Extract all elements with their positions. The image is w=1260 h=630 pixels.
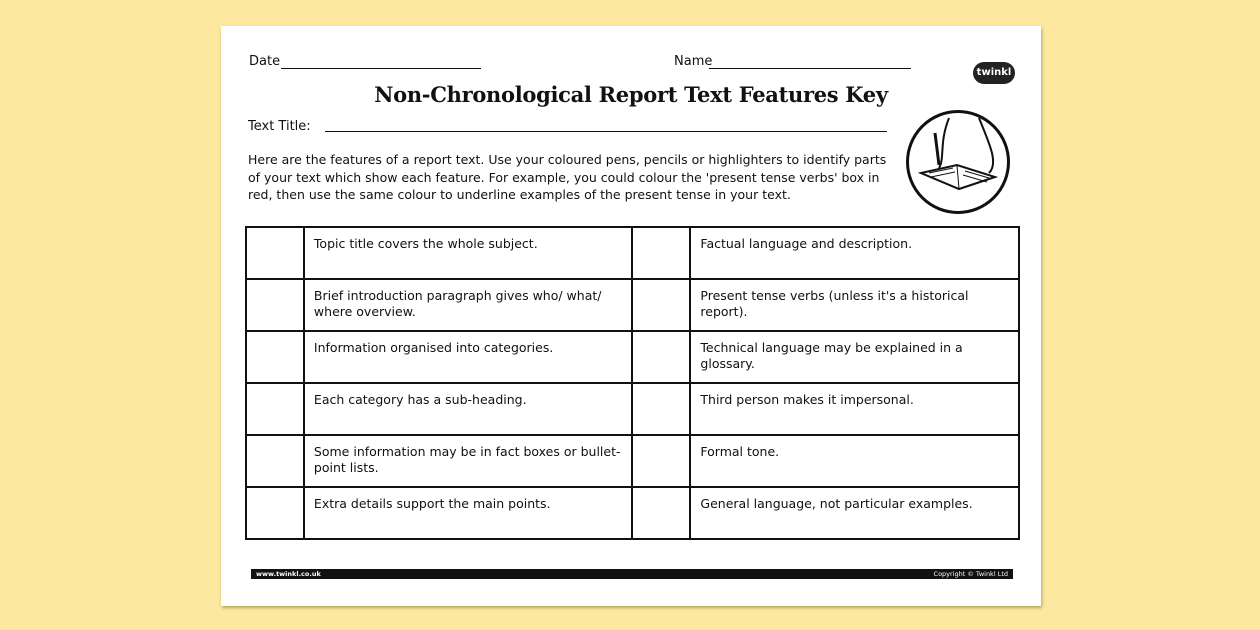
- feature-text: General language, not particular examples.: [690, 487, 1019, 539]
- text-title-field[interactable]: [325, 131, 887, 132]
- name-field[interactable]: [709, 68, 911, 69]
- table-row: [246, 435, 1019, 487]
- colour-box[interactable]: [246, 331, 304, 383]
- date-field[interactable]: [281, 68, 481, 69]
- feature-text: Each category has a sub-heading.: [304, 383, 633, 435]
- colour-box[interactable]: [246, 279, 304, 331]
- feature-text: Present tense verbs (unless it's a historical report).: [690, 279, 1019, 331]
- footer-copyright: Copyright © Twinkl Ltd: [933, 570, 1008, 578]
- colour-box[interactable]: [246, 227, 304, 279]
- table-row: [246, 487, 1019, 539]
- footer-url: www.twinkl.co.uk: [256, 570, 321, 578]
- colour-box[interactable]: [246, 383, 304, 435]
- table-row: [246, 279, 1019, 331]
- instructions-text: Here are the features of a report text. Use your coloured pens, pencils or highlighters to identify parts of your text which show each feature. For example, you could colour the 'present tense verbs' box in red, then use the same colour to underline examples of the present tense in your text.: [248, 152, 887, 202]
- feature-text: Brief introduction paragraph gives who/ what/ where overview.: [304, 279, 633, 331]
- table-row: [246, 383, 1019, 435]
- feature-text: Factual language and description.: [690, 227, 1019, 279]
- page-title: Non-Chronological Report Text Features Key: [374, 82, 888, 107]
- colour-box[interactable]: [632, 331, 690, 383]
- features-table: [245, 226, 1020, 540]
- worksheet-page: [221, 26, 1041, 606]
- colour-box[interactable]: [246, 435, 304, 487]
- colour-box[interactable]: [632, 487, 690, 539]
- colour-box[interactable]: [632, 227, 690, 279]
- footer-bar: [251, 569, 1013, 579]
- colour-box[interactable]: [632, 435, 690, 487]
- feature-text: Formal tone.: [690, 435, 1019, 487]
- colour-box[interactable]: [632, 383, 690, 435]
- colour-box[interactable]: [246, 487, 304, 539]
- text-title-label: Text Title:: [248, 119, 311, 134]
- feature-text: Third person makes it impersonal.: [690, 383, 1019, 435]
- feature-text: Some information may be in fact boxes or bullet-point lists.: [304, 435, 633, 487]
- feature-text: Technical language may be explained in a glossary.: [690, 331, 1019, 383]
- name-label: Name: [674, 54, 713, 69]
- feature-text: Topic title covers the whole subject.: [304, 227, 633, 279]
- feature-text: Extra details support the main points.: [304, 487, 633, 539]
- colour-box[interactable]: [632, 279, 690, 331]
- date-label: Date: [249, 54, 281, 69]
- table-row: [246, 331, 1019, 383]
- table-row: [246, 227, 1019, 279]
- writing-illustration-icon: [906, 110, 1010, 214]
- feature-text: Information organised into categories.: [304, 331, 633, 383]
- twinkl-logo: twinkl: [973, 62, 1015, 84]
